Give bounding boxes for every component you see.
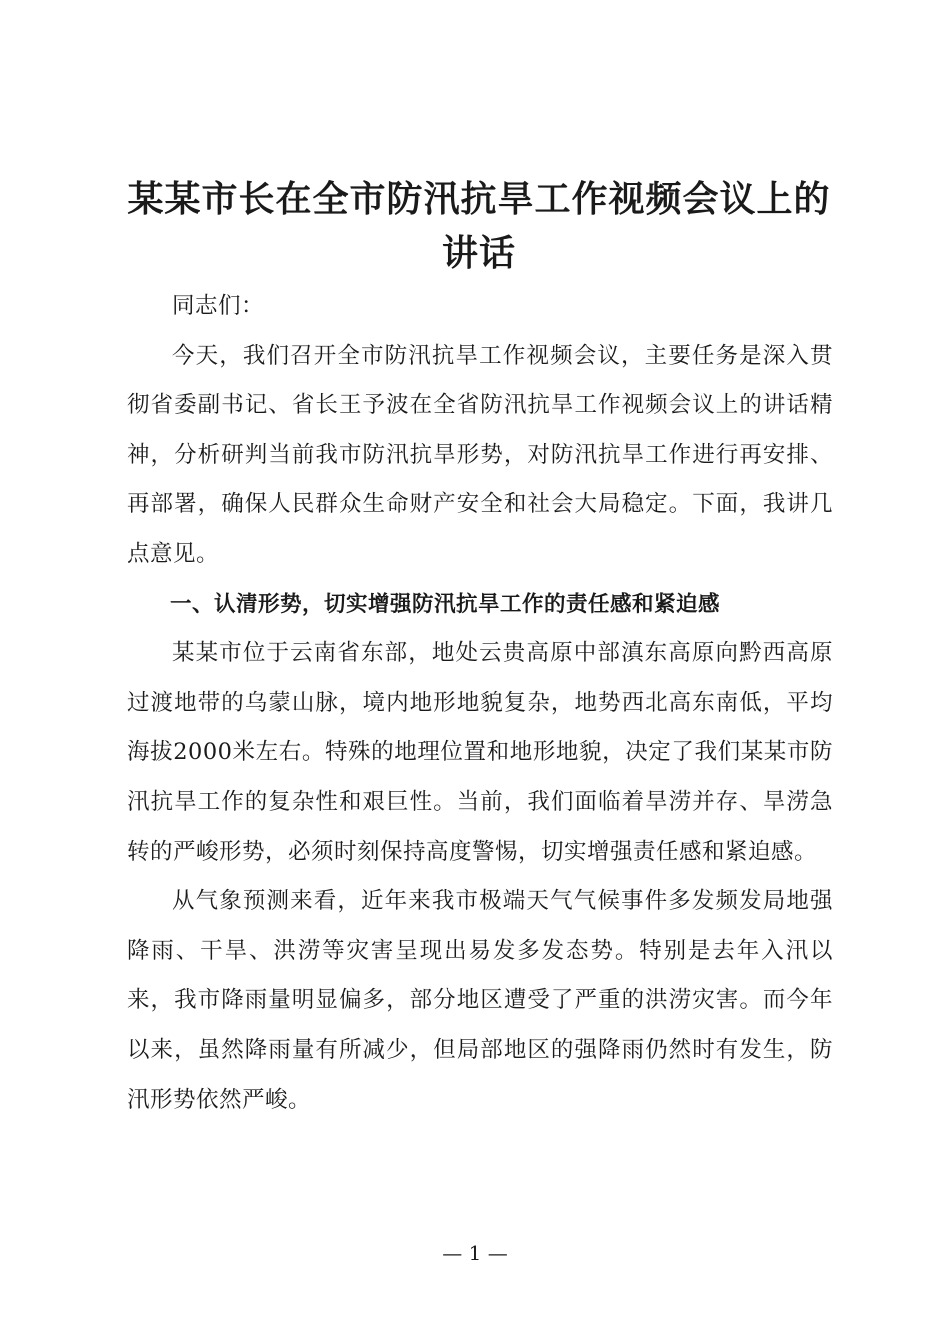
document-title: 某某市长在全市防汛抗旱工作视频会议上的讲话 [127, 178, 831, 274]
paragraph-geography: 某某市位于云南省东部，地处云贵高原中部滇东高原向黔西高原过渡地带的乌蒙山脉，境内地形地貌复杂，地势西北高东南低，平均海拔2000米左右。特殊的地理位置和地形地貌，决定了我们某某市防汛抗旱工作的复杂性和艰巨性。当前，我们面临着旱涝并存、旱涝急转的严峻形势，必须时刻保持高度警惕，切实增强责任感和紧迫感。 [127, 640, 833, 865]
paragraph-opening: 今天，我们召开全市防汛抗旱工作视频会议，主要任务是深入贯彻省委副书记、省长王予波在全省防汛抗旱工作视频会议上的讲话精神，分析研判当前我市防汛抗旱形势，对防汛抗旱工作进行再安排、再部署，确保人民群众生命财产安全和社会大局稳定。下面，我讲几点意见。 [127, 342, 833, 567]
document-body [127, 282, 833, 1125]
paragraph-weather: 从气象预测来看，近年来我市极端天气气候事件多发频发局地强降雨、干旱、洪涝等灾害呈现出易发多发态势。特别是去年入汛以来，我市降雨量明显偏多，部分地区遭受了严重的洪涝灾害。而今年以来，虽然降雨量有所减少，但局部地区的强降雨仍然时有发生，防汛形势依然严峻。 [127, 888, 833, 1113]
section-heading-1: 一、认清形势，切实增强防汛抗旱工作的责任感和紧迫感 [170, 591, 721, 617]
page-number: — 1 — [442, 1241, 508, 1265]
salutation: 同志们： [172, 293, 265, 319]
